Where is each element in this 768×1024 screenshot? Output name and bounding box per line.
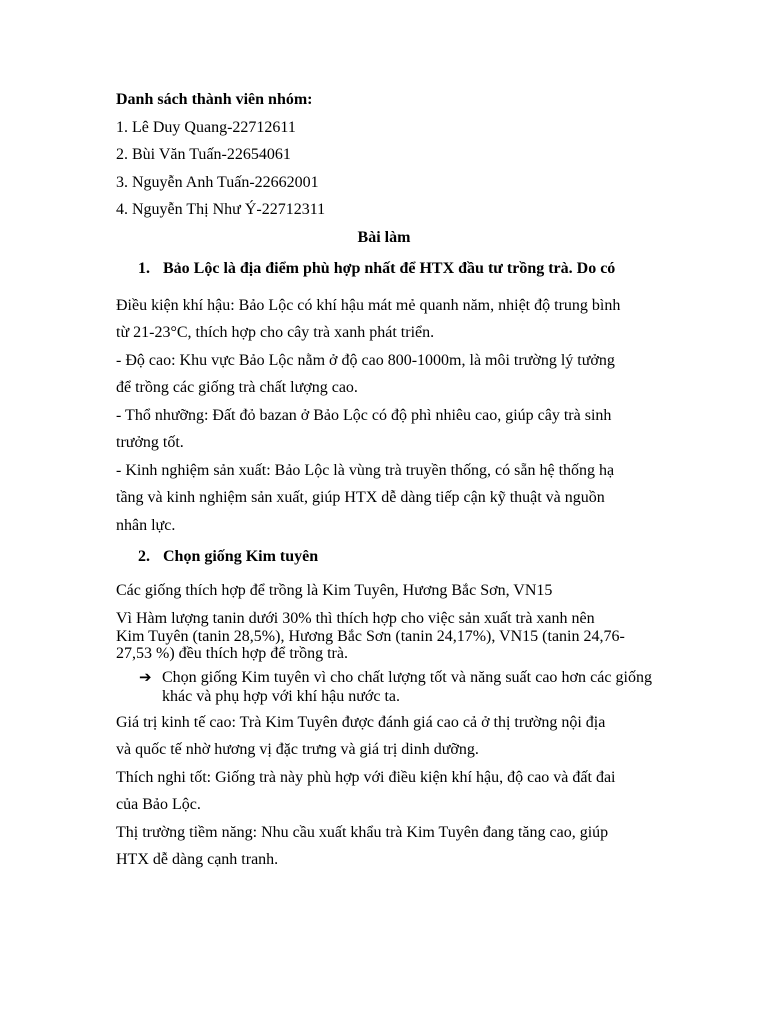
paragraph-line: - Độ cao: Khu vực Bảo Lộc nằm ở độ cao 800-1000m, là môi trường lý tưởng: [116, 351, 615, 369]
section-heading: Bài làm: [357, 228, 411, 246]
member-item: 2. Bùi Văn Tuấn-22654061: [116, 146, 291, 163]
benefit-line: Thích nghi tốt: Giống trà này phù hợp với điều kiện khí hậu, độ cao và đất đai: [116, 768, 616, 786]
member-item: 1. Lê Duy Quang-22712611: [116, 118, 296, 136]
conclusion-item: [116, 668, 652, 706]
paragraph-line: để trồng các giống trà chất lượng cao.: [116, 379, 358, 396]
section2-title: Chọn giống Kim tuyên: [163, 548, 319, 565]
benefit-line: và quốc tế nhờ hương vị đặc trưng và giá trị dinh dưỡng.: [116, 741, 479, 758]
tannin-line: 27,53 %) đều thích hợp để trồng trà.: [116, 645, 348, 662]
section1-title: Bảo Lộc là địa điểm phù hợp nhất để HTX đầu tư trồng trà. Do có: [163, 260, 616, 277]
document-page: [116, 86, 652, 874]
section2-heading: [116, 543, 652, 571]
members-title: Danh sách thành viên nhóm:: [116, 91, 313, 108]
paragraph-line: trưởng tốt.: [116, 434, 184, 451]
tannin-line: Kim Tuyên (tanin 28,5%), Hương Bắc Sơn (tanin 24,17%), VN15 (tanin 24,76-: [116, 627, 625, 645]
paragraph-line: - Kinh nghiệm sản xuất: Bảo Lộc là vùng trà truyền thống, có sẵn hệ thống hạ: [116, 461, 615, 479]
section1-number: 1.: [138, 260, 150, 277]
paragraph-line: từ 21-23°C, thích hợp cho cây trà xanh phát triển.: [116, 324, 435, 341]
arrow-right-icon: ➔: [139, 667, 152, 686]
benefit-line: của Bảo Lộc.: [116, 796, 201, 813]
paragraph-line: Điều kiện khí hậu: Bảo Lộc có khí hậu mát mẻ quanh năm, nhiệt độ trung bình: [116, 296, 621, 314]
varieties-line: Các giống thích hợp để trồng là Kim Tuyên, Hương Bắc Sơn, VN15: [116, 581, 553, 599]
member-item: 3. Nguyễn Anh Tuấn-22662001: [116, 173, 319, 191]
section2-number: 2.: [138, 548, 150, 565]
conclusion-text: Chọn giống Kim tuyên vì cho chất lượng tốt và năng suất cao hơn các giống khác và phụ hợp với khí hậu nước ta.: [162, 668, 652, 705]
paragraph-line: nhân lực.: [116, 516, 176, 534]
paragraph-line: - Thổ nhưỡng: Đất đỏ bazan ở Bảo Lộc có độ phì nhiêu cao, giúp cây trà sinh: [116, 406, 612, 424]
benefit-line: Thị trường tiềm năng: Nhu cầu xuất khẩu trà Kim Tuyên đang tăng cao, giúp: [116, 823, 609, 841]
benefit-line: HTX dễ dàng cạnh tranh.: [116, 851, 279, 868]
paragraph-line: tầng và kinh nghiệm sản xuất, giúp HTX dễ dàng tiếp cận kỹ thuật và nguồn: [116, 489, 605, 506]
benefit-line: Giá trị kinh tế cao: Trà Kim Tuyên được đánh giá cao cả ở thị trường nội địa: [116, 713, 606, 731]
section1-heading: [116, 255, 652, 283]
member-item: 4. Nguyễn Thị Như Ý-22712311: [116, 201, 326, 218]
tannin-line: Vì Hàm lượng tanin dưới 30% thì thích hợp cho việc sản xuất trà xanh nên: [116, 610, 595, 627]
